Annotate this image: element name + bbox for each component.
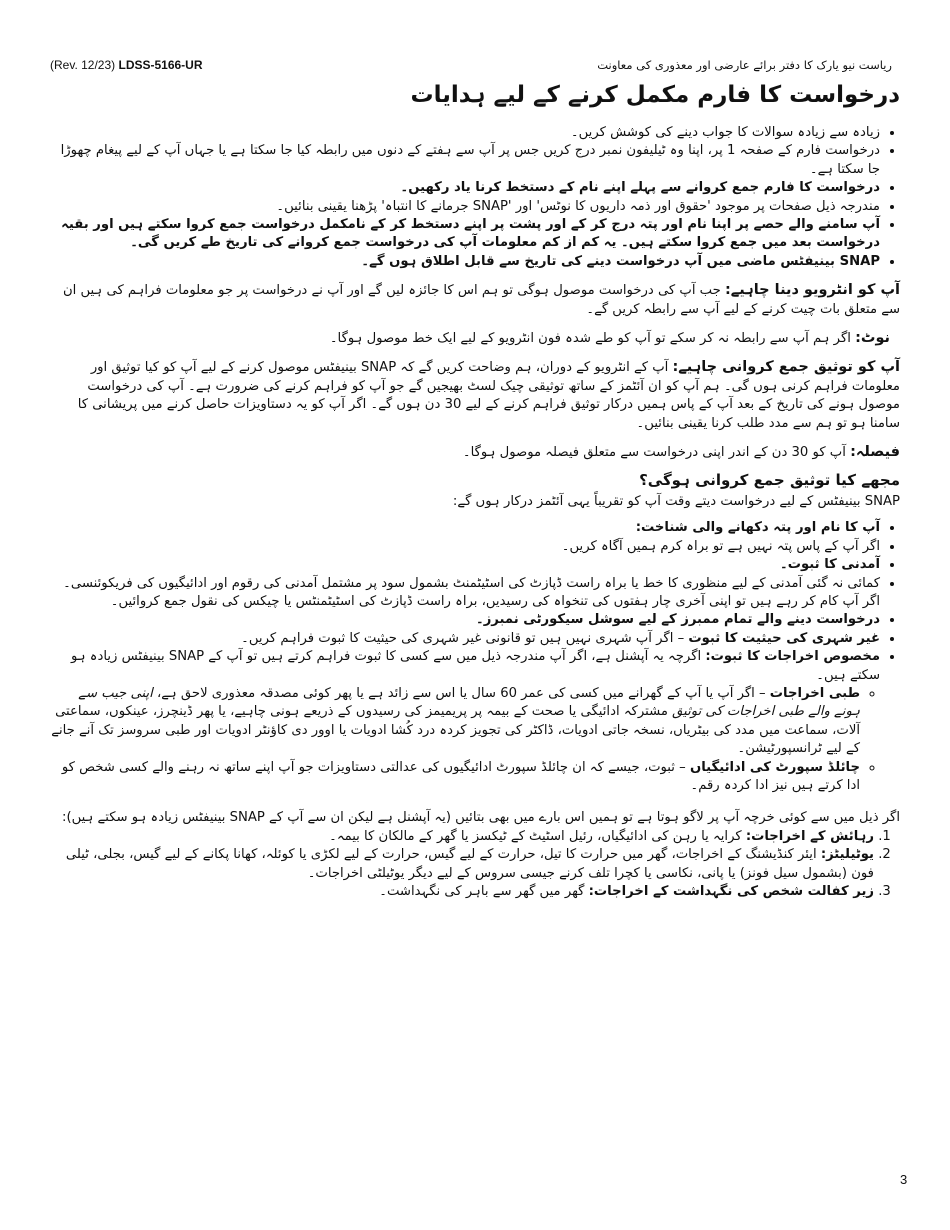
list-item: ◦ طبی اخراجات – اگر آپ یا آپ کے گھرانے میں کسی کی عمر 60 سال یا اس سے زائد ہے یا پھر کوئی مصدقہ معذوری لاحق ہے، اپنی جیب سے ہونے والے طبی اخراجات کی توثیق مشترکہ ادائیگی یا صحت کے بیمہ پر پریمیمز کی رسیدوں کے ذریعے ہونی چاہیے، یا پھر ڈینچرز، عینکوں، سماعتی آلات، سماعت میں مدد کی بیٹریاں، نسخہ جاتی ادویات، ڈاکٹر کی تجویز کردہ درد کُشا ادویات یا اوور دی کاؤنٹر ادویات اور طبی سروسز تک آنے جانے کے لیے ٹرانسپورٹیشن۔	[50, 685, 860, 759]
documents-list	[50, 519, 900, 795]
note-paragraph: نوٹ: اگر ہم آپ سے رابطہ نہ کر سکے تو آپ کو طے شدہ فون انٹرویو کے لیے ایک خط موصول ہوگا۔	[329, 330, 890, 347]
list-item: • اگر آپ کے پاس پتہ نہیں ہے تو براہ کرم ہمیں آگاہ کریں۔	[50, 538, 880, 556]
decision-paragraph: فیصلہ: آپ کو 30 دن کے اندر اپنی درخواست سے متعلق فیصلہ موصول ہوگا۔	[462, 444, 900, 461]
page-title: درخواست کا فارم مکمل کرنے کے لیے ہدایات	[410, 82, 900, 108]
documents-label: آپ کو توثیق جمع کروانی چاہیے:	[672, 359, 900, 376]
list-item: • آپ کا نام اور پتہ دکھانے والی شناخت:	[50, 519, 880, 537]
list-item: • زیادہ سے زیادہ سوالات کا جواب دینے کی کوشش کریں۔	[50, 124, 880, 142]
list-item: • کمائی نہ گئی آمدنی کے لیے منظوری کا خط یا براہ راست ڈپازٹ کی اسٹیٹمنٹ بشمول سود پر مشتمل آمدنی کی رقوم اور ادائیگیوں کی فریکوئنسی۔ اگر آپ کام کر رہے ہیں تو اپنی آخری چار ہفتوں کی تنخواہ کی رسیدیں، براہ راست ڈپازٹ کی اسٹیٹمنٹس یا چیکس کی نقول جمع کروائیں۔	[50, 575, 880, 612]
documents-paragraph: آپ کو توثیق جمع کروانی چاہیے: آپ کے انٹرویو کے دوران، ہم وضاحت کریں گے کہ SNAP بینیفٹس موصول کرنے کے لیے آپ کو کیا توثیق اور معلومات فراہم کرنی ہوں گی۔ ہم آپ کو ان آئٹمز کے ساتھ توثیقی چیک لسٹ بھیجیں گے جو آپ کو فراہم کرنے کی ضرورت ہے۔ آپ کی درخواست موصول ہونے کی تاریخ کے بعد آپ کے پاس ہمیں درکار توثیق فراہم کرنے کے لیے 30 دن ہوں گے۔ اگر آپ کو یہ دستاویزات حاصل کرنے میں پریشانی کا سامنا ہو تو ہم سے مدد طلب کرنا یقینی بنائیں۔	[77, 359, 900, 431]
list-item: • SNAP بینیفٹس ماضی میں آپ درخواست دینے کی تاریخ سے قابل اطلاق ہوں گے۔	[50, 253, 880, 271]
section-heading: مجھے کیا توثیق جمع کروانی ہوگی؟	[639, 470, 900, 489]
instruction-list	[50, 124, 900, 271]
docs-intro: SNAP بینیفٹس کے لیے درخواست دیتے وقت آپ کو تقریباً یہی آئٹمز درکار ہوں گے:	[452, 493, 900, 509]
list-item: • مندرجہ ذیل صفحات پر موجود 'حقوق اور ذمہ داریوں کا نوٹس' اور 'SNAP جرمانے کا انتباہ' پڑھنا یقینی بنائیں۔	[50, 198, 880, 216]
list-item: 1. رہائش کے اخراجات: کرایہ یا رہن کی ادائیگیاں، رئیل اسٹیٹ کے ٹیکسز یا گھر کے مالکان کا بیمہ۔	[50, 828, 874, 846]
optional-expenses-list	[50, 828, 900, 902]
list-item: • درخواست کا فارم جمع کروانے سے پہلے اپنے نام کے دستخط کرنا یاد رکھیں۔	[50, 179, 880, 197]
interview-paragraph: آپ کو انٹرویو دینا چاہیے: جب آپ کی درخواست موصول ہوگی تو ہم اس کا جائزہ لیں گے اور آپ نے درخواست پر جو معلومات فراہم کی ہیں ان سے متعلق بات چیت کرنے کے لیے آپ سے رابطہ کریں گے۔	[62, 282, 900, 317]
optional-intro: اگر ذیل میں سے کوئی خرچہ آپ پر لاگو ہوتا ہے تو ہمیں اس بارے میں بھی بتائیں (یہ آپشنل ہے لیکن ان سے آپ کے SNAP بینیفٹس زیادہ ہو سکتے ہیں):	[62, 810, 900, 826]
list-item: • غیر شہری کی حیثیت کا ثبوت – اگر آپ شہری نہیں ہیں تو قانونی غیر شہری کی حیثیت کا ثبوت فراہم کریں۔	[50, 630, 880, 648]
document-body	[50, 124, 900, 901]
note-label: نوٹ:	[855, 330, 890, 347]
page-header	[50, 58, 900, 74]
list-item: • مخصوص اخراجات کا ثبوت: اگرچہ یہ آپشنل ہے، اگر آپ مندرجہ ذیل میں سے کسی کا ثبوت فراہم کرتے ہیں تو آپ کے SNAP بینیفٹس زیادہ ہو سکتے ہیں۔ ◦ طبی اخراجات – اگر آپ یا آپ کے گھرانے میں کسی کی عمر 60 سال یا اس سے زائد ہے یا پھر کوئی مصدقہ معذوری لاحق ہے، اپنی جیب سے ہونے والے طبی اخراجات کی توثیق مشترکہ ادائیگی یا صحت کے بیمہ پر پریمیمز کی رسیدوں کے ذریعے ہونی چاہیے، یا پھر ڈینچرز، عینکوں، سماعتی آلات، سماعت میں مدد کی بیٹریاں، نسخہ جاتی ادویات، ڈاکٹر کی تجویز کردہ درد کُشا ادویات یا اوور دی کاؤنٹر ادویات اور طبی سروسز تک آنے جانے کے لیے ٹرانسپورٹیشن۔ ◦ چائلڈ سپورٹ کی ادائیگیاں – ثبوت، جیسے کہ ان چائلڈ سپورٹ ادائیگیوں کی عدالتی دستاویزات جو آپ اپنے ساتھ نہ رہنے والے کسی شخص کو ادا کرتے ہیں نیز ادا کردہ رقم۔	[50, 648, 880, 795]
list-item: ◦ چائلڈ سپورٹ کی ادائیگیاں – ثبوت، جیسے کہ ان چائلڈ سپورٹ ادائیگیوں کی عدالتی دستاویزات جو آپ اپنے ساتھ نہ رہنے والے کسی شخص کو ادا کرتے ہیں نیز ادا کردہ رقم۔	[50, 759, 860, 796]
interview-label: آپ کو انٹرویو دینا چاہیے:	[724, 282, 900, 299]
list-item: • آپ سامنے والے حصے پر اپنا نام اور پتہ درج کر کے اور پشت پر اپنے دستخط کر کے نامکمل درخواست جمع کروا سکتے ہیں اور بقیہ درخواست بعد میں جمع کروا سکتے ہیں۔ یہ کم از کم معلومات آپ کی درخواست جمع کروانے کی تاریخ طے کریں گی۔	[50, 216, 880, 253]
document-page	[50, 0, 900, 1230]
list-item: • درخواست فارم کے صفحہ 1 پر، اپنا وہ ٹیلیفون نمبر درج کریں جس پر آپ سے ہفتے کے دنوں میں رابطہ کیا جا سکتا ہے یا جہاں آپ کے لیے پیغام چھوڑا جا سکتا ہے۔	[50, 142, 880, 179]
list-item: 3. زیر کفالت شخص کی نگہداشت کے اخراجات: گھر میں گھر سے باہر کی نگہداشت۔	[50, 883, 874, 901]
list-item: • آمدنی کا ثبوت۔	[50, 556, 880, 574]
decision-label: فیصلہ:	[850, 444, 900, 461]
sub-list	[50, 685, 880, 795]
page-number: 3	[900, 1172, 908, 1187]
list-item: 2. یوٹیلیٹز: ایئر کنڈیشنگ کے اخراجات، گھر میں حرارت کا تیل، حرارت کے لیے گیس، حرارت کے لیے لکڑی یا کوئلہ، کھانا پکانے کے لیے گیس، بجلی، ٹیلی فون (بشمول سیل فونز) یا پانی، نکاسی یا کچرا تلف کرنے جیسی سروس کے لیے دیگر یوٹیلٹی اخراجات۔	[50, 846, 874, 883]
form-revision: (Rev. 12/23) LDSS-5166-UR	[50, 58, 203, 72]
list-item: • درخواست دینے والے تمام ممبرز کے لیے سوشل سیکورٹی نمبرز۔	[50, 611, 880, 629]
agency-name: ریاست نیو یارک کا دفتر برائے عارضی اور معذوری کی معاونت	[597, 58, 892, 72]
